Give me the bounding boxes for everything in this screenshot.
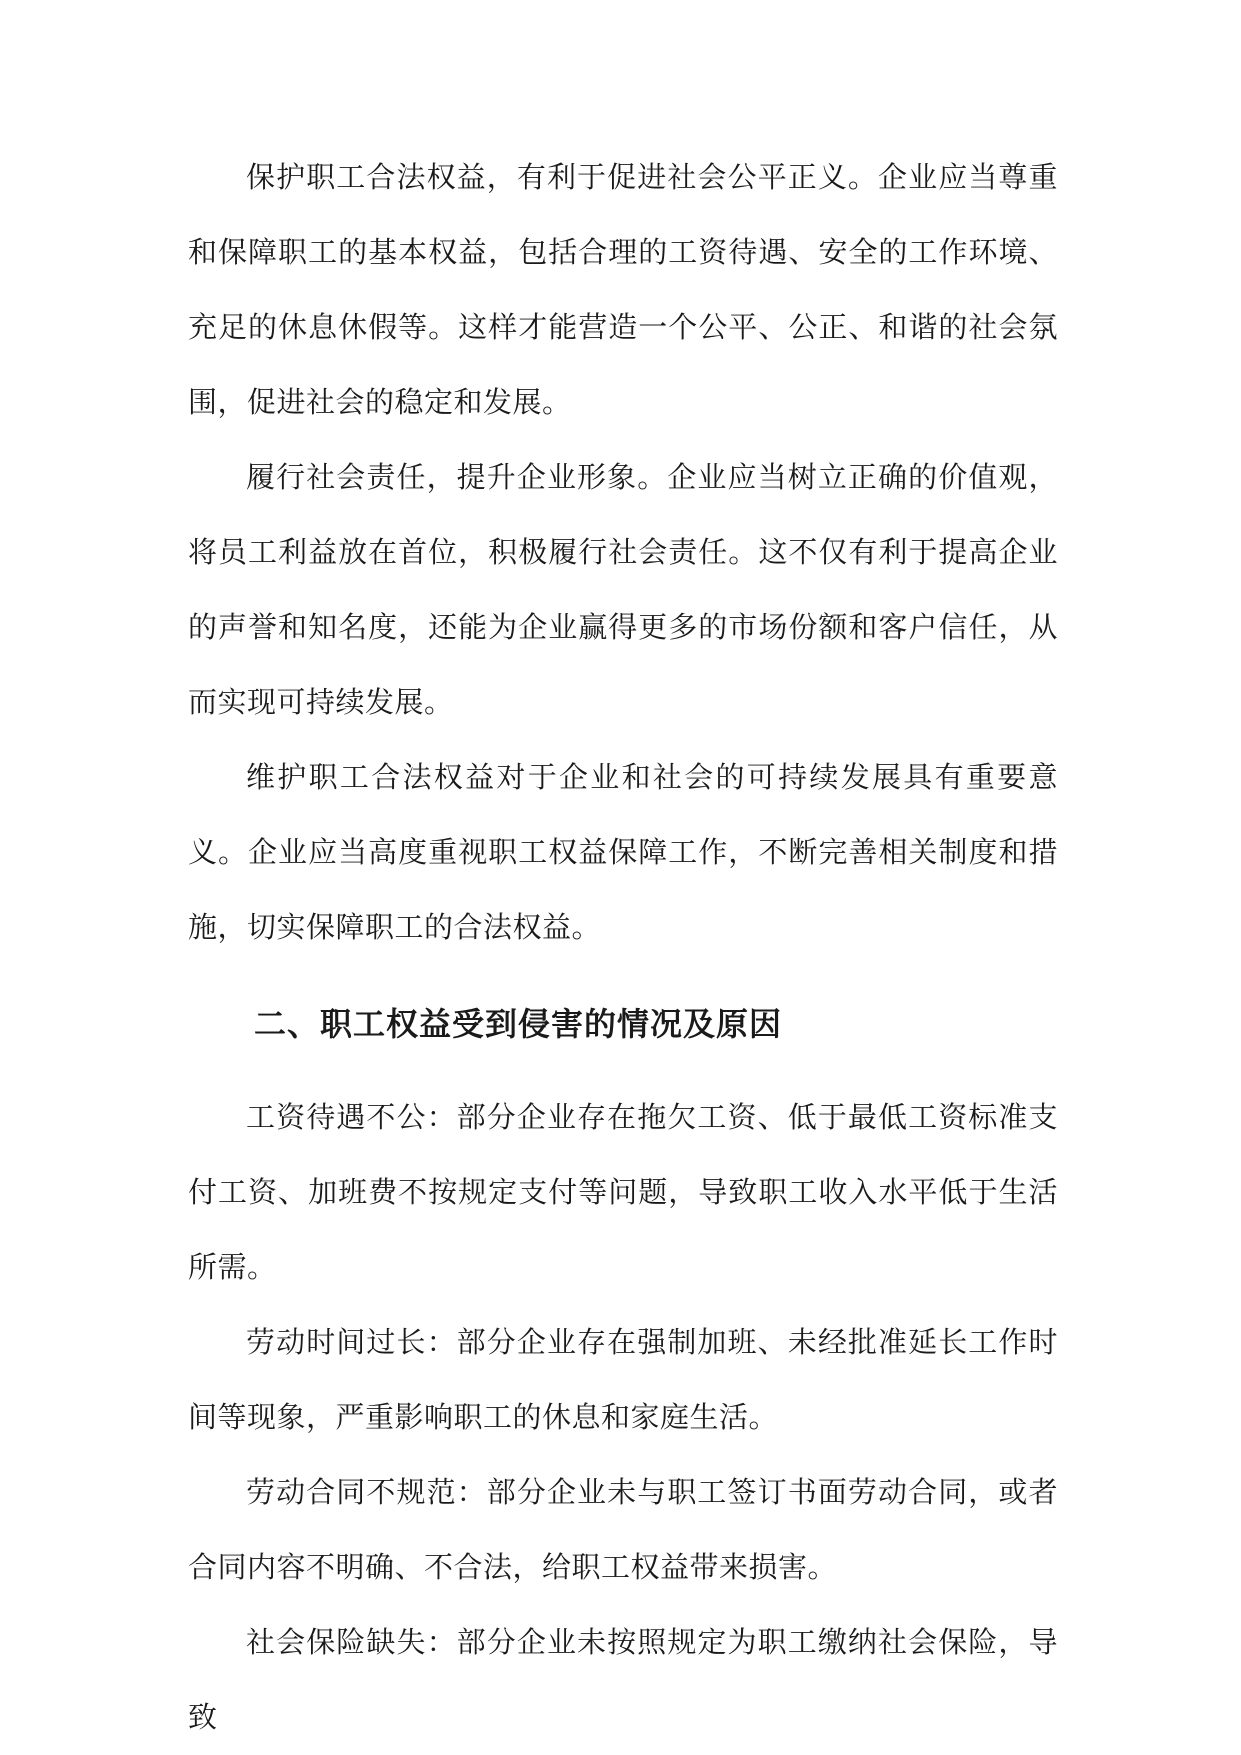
paragraph-social-responsibility: 履行社会责任，提升企业形象。企业应当树立正确的价值观，将员工利益放在首位，积极履行社会责任。这不仅有利于提高企业的声誉和知名度，还能为企业赢得更多的市场份额和客户信任，从而实现可持续发展。 xyxy=(188,460,1058,719)
document-body xyxy=(188,140,1058,1755)
paragraph-wages: 工资待遇不公：部分企业存在拖欠工资、低于最低工资标准支付工资、加班费不按规定支付等问题，导致职工收入水平低于生活所需。 xyxy=(188,1100,1058,1284)
section-heading: 二、职工权益受到侵害的情况及原因 xyxy=(254,1005,783,1043)
paragraph-working-hours: 劳动时间过长：部分企业存在强制加班、未经批准延长工作时间等现象，严重影响职工的休息和家庭生活。 xyxy=(188,1325,1058,1434)
paragraph-fairness: 保护职工合法权益，有利于促进社会公平正义。企业应当尊重和保障职工的基本权益，包括合理的工资待遇、安全的工作环境、充足的休息休假等。这样才能营造一个公平、公正、和谐的社会氛围，促进社会的稳定和发展。 xyxy=(188,160,1058,419)
paragraph-social-insurance: 社会保险缺失：部分企业未按照规定为职工缴纳社会保险，导致 xyxy=(188,1625,1058,1734)
paragraph-labor-contract: 劳动合同不规范：部分企业未与职工签订书面劳动合同，或者合同内容不明确、不合法，给职工权益带来损害。 xyxy=(188,1475,1058,1584)
paragraph-significance: 维护职工合法权益对于企业和社会的可持续发展具有重要意义。企业应当高度重视职工权益保障工作，不断完善相关制度和措施，切实保障职工的合法权益。 xyxy=(188,760,1058,944)
